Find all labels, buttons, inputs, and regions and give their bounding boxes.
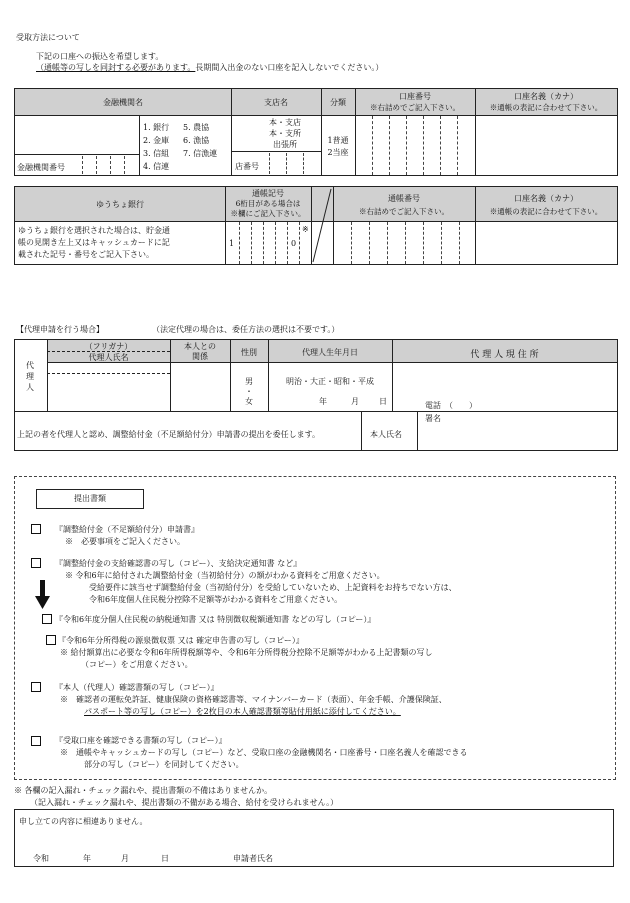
yucho-head-symbol-note2: ※欄にご記入下さい。 xyxy=(230,209,306,218)
proxy-relation-1: 本人との xyxy=(184,342,216,351)
intro-line1: 下記の口座への振込を希望します。 xyxy=(36,52,164,61)
head-institution: 金融機関名 xyxy=(103,98,143,107)
head-branch: 支店名 xyxy=(264,98,288,107)
proxy-side-3: 人 xyxy=(26,383,34,392)
section-title: 受取方法について xyxy=(16,33,80,42)
intro-line2-rest: 長期間入出金のない口座を記入しないでください。） xyxy=(195,63,384,72)
birth-eras: 明治・大正・昭和・平成 xyxy=(286,377,374,386)
doc-note-4-2: （コピー）をご用意ください。 xyxy=(81,660,193,669)
birth-month: 月 xyxy=(351,397,359,406)
account-type-1: 1普通 xyxy=(327,136,349,145)
yucho-note-2: 帳の見開き左上又はキャッシュカードに記 xyxy=(18,238,170,247)
proxy-name-label: 代理人氏名 xyxy=(88,353,129,362)
doc-note-6-1: ※ 通帳やキャッシュカードの写し（コピー）など、受取口座の金融機関名・口座番号・口座名義人を確認できる xyxy=(60,748,468,757)
inst-type-3: 3. 信組 xyxy=(143,149,170,158)
head-holder: 口座名義（カナ） xyxy=(514,92,578,101)
proxy-phone: 電話 （ ） xyxy=(425,401,477,410)
proxy-gender-head: 性別 xyxy=(241,348,257,357)
intro-line2-underlined: （通帳等の写しを同封する必要があります。 xyxy=(36,63,196,72)
date-day: 日 xyxy=(161,854,169,863)
proxy-side-2: 理 xyxy=(26,372,34,381)
doc-checkbox-4[interactable] xyxy=(46,635,56,645)
footer-check-1: ※ 各欄の記入漏れ・チェック漏れや、提出書類の不備はありませんか。 xyxy=(14,786,273,795)
doc-note-5-2: パスポート等の写し（コピー）を2枚目の本人確認書類等貼付用紙に添付してください。 xyxy=(84,707,401,716)
doc-title-4: 『令和6年分所得税の源泉徴収票 又は 確定申告書の写し（コピー）』 xyxy=(58,636,304,645)
proxy-furigana: （フリガナ） xyxy=(84,342,133,351)
applicant-name-label: 申請者氏名 xyxy=(233,854,273,863)
date-era: 令和 xyxy=(33,854,49,863)
head-holder-note: ※通帳の表記に合わせて下さい。 xyxy=(489,103,603,112)
yucho-head-holder: 口座名義（カナ） xyxy=(514,194,578,203)
branch-type-1: 本・支店 xyxy=(269,118,301,127)
yucho-head-symbol-note1: 6桁目がある場合は xyxy=(235,199,301,208)
doc-checkbox-3[interactable] xyxy=(42,614,52,624)
proxy-note: （法定代理の場合は、委任方法の選択は不要です。） xyxy=(152,325,340,334)
doc-note-1-1: ※ 必要事項をご記入ください。 xyxy=(65,537,185,546)
yucho-note-3: 載された記号・番号をご記入下さい。 xyxy=(18,250,154,259)
branch-type-3: 出張所 xyxy=(273,140,297,149)
proxy-birth-head: 代理人生年月日 xyxy=(302,348,358,357)
doc-checkbox-5[interactable] xyxy=(31,682,41,692)
head-account: 口座番号 xyxy=(399,92,431,101)
yucho-table xyxy=(14,186,618,265)
doc-checkbox-2[interactable] xyxy=(31,558,41,568)
yucho-head-symbol: 通帳記号 xyxy=(252,189,284,198)
doc-title-3: 『令和6年度分個人住民税の納税通知書 又は 特別徴収税額通知書 などの写し（コピー）』 xyxy=(55,615,376,624)
documents-title: 提出書類 xyxy=(36,489,144,509)
birth-day: 日 xyxy=(379,397,387,406)
proxy-side-1: 代 xyxy=(26,361,34,370)
declaration-box xyxy=(14,809,614,867)
doc-note-6-2: 部分の写し（コピー）を同封してください。 xyxy=(84,760,244,769)
head-type: 分類 xyxy=(330,98,346,107)
doc-note-4-1: ※ 給付額算出に必要な令和6年所得税額等や、令和6年分所得税分控除不足額等がわかる上記書類の写し xyxy=(60,648,433,657)
inst-type-5: 5. 農協 xyxy=(183,123,210,132)
doc-note-5-1: ※ 確認者の運転免許証、健康保険の資格確認書等、マイナンバーカード（表面）、年金手帳、介護保険証、 xyxy=(60,695,447,704)
footer-check-2: （記入漏れ・チェック漏れや、提出書類の不備がある場合、給付を受けられません。） xyxy=(30,798,339,807)
gender-female: 女 xyxy=(245,397,253,406)
doc-checkbox-6[interactable] xyxy=(31,736,41,746)
yucho-head-number-note: ※右詰めでご記入下さい。 xyxy=(359,207,449,216)
head-account-note: ※右詰めでご記入下さい。 xyxy=(370,103,460,112)
date-year: 年 xyxy=(83,854,91,863)
yucho-head-number: 通帳番号 xyxy=(388,194,420,203)
proxy-address-head: 代 理 人 現 住 所 xyxy=(470,350,539,360)
account-type-2: 2当座 xyxy=(327,148,349,157)
doc-note-2-2: 受給要件に該当せず調整給付金（当初給付分）を受給していないため、上記資料をお持ちでない方は、 xyxy=(89,583,457,592)
yucho-head-holder-note: ※通帳の表記に合わせて下さい。 xyxy=(489,207,603,216)
inst-type-4: 4. 信連 xyxy=(143,162,170,171)
symbol-last-digit: 0 xyxy=(291,239,297,248)
proxy-title: 【代理申請を行う場合】 xyxy=(16,325,104,334)
institution-code-label: 金融機関番号 xyxy=(17,163,65,172)
self-name-label: 本人氏名 xyxy=(370,430,402,439)
doc-title-6: 『受取口座を確認できる書類の写し（コピー）』 xyxy=(55,736,227,745)
proxy-consent: 上記の者を代理人と認め、調整給付金（不足額給付分）申請書の提出を委任します。 xyxy=(17,430,321,439)
symbol-first-digit: 1 xyxy=(229,239,235,248)
bank-table xyxy=(14,88,618,176)
gender-dot: ・ xyxy=(245,387,253,396)
doc-note-2-3: 令和6年度個人住民税分控除不足額等がわかる資料をご用意ください。 xyxy=(89,595,343,604)
symbol-extra-mark: ※ xyxy=(302,225,309,234)
doc-title-5: 『本人（代理人）確認書類の写し（コピー）』 xyxy=(55,683,219,692)
proxy-table xyxy=(14,339,618,451)
gender-male: 男 xyxy=(245,377,253,386)
yucho-head-bank: ゆうちょ銀行 xyxy=(96,200,144,209)
inst-type-1: 1. 銀行 xyxy=(143,123,170,132)
down-arrow-icon xyxy=(35,580,51,610)
yucho-note-1: ゆうちょ銀行を選択された場合は、貯金通 xyxy=(18,226,170,235)
slash-mark xyxy=(311,187,333,264)
birth-year: 年 xyxy=(319,397,327,406)
date-month: 月 xyxy=(121,854,129,863)
inst-type-2: 2. 金庫 xyxy=(143,136,170,145)
intro-line2 xyxy=(36,62,383,73)
proxy-relation-2: 関係 xyxy=(192,352,208,361)
doc-checkbox-1[interactable] xyxy=(31,524,41,534)
inst-type-7: 7. 信漁連 xyxy=(183,149,218,158)
branch-code-label: 店番号 xyxy=(235,162,259,171)
branch-type-2: 本・支所 xyxy=(269,129,301,138)
doc-title-2: 『調整給付金の支給確認書の写し（コピー）、支給決定通知書 など』 xyxy=(55,559,302,568)
doc-note-2-1: ※ 令和6年に給付された調整給付金（当初給付分）の額がわかる資料をご用意ください。 xyxy=(65,571,385,580)
inst-type-6: 6. 漁協 xyxy=(183,136,210,145)
doc-title-1: 『調整給付金（不足額給付分）申請書』 xyxy=(55,525,199,534)
declaration-text: 申し立ての内容に相違ありません。 xyxy=(19,817,148,826)
signature-label: 署名 xyxy=(425,414,441,423)
